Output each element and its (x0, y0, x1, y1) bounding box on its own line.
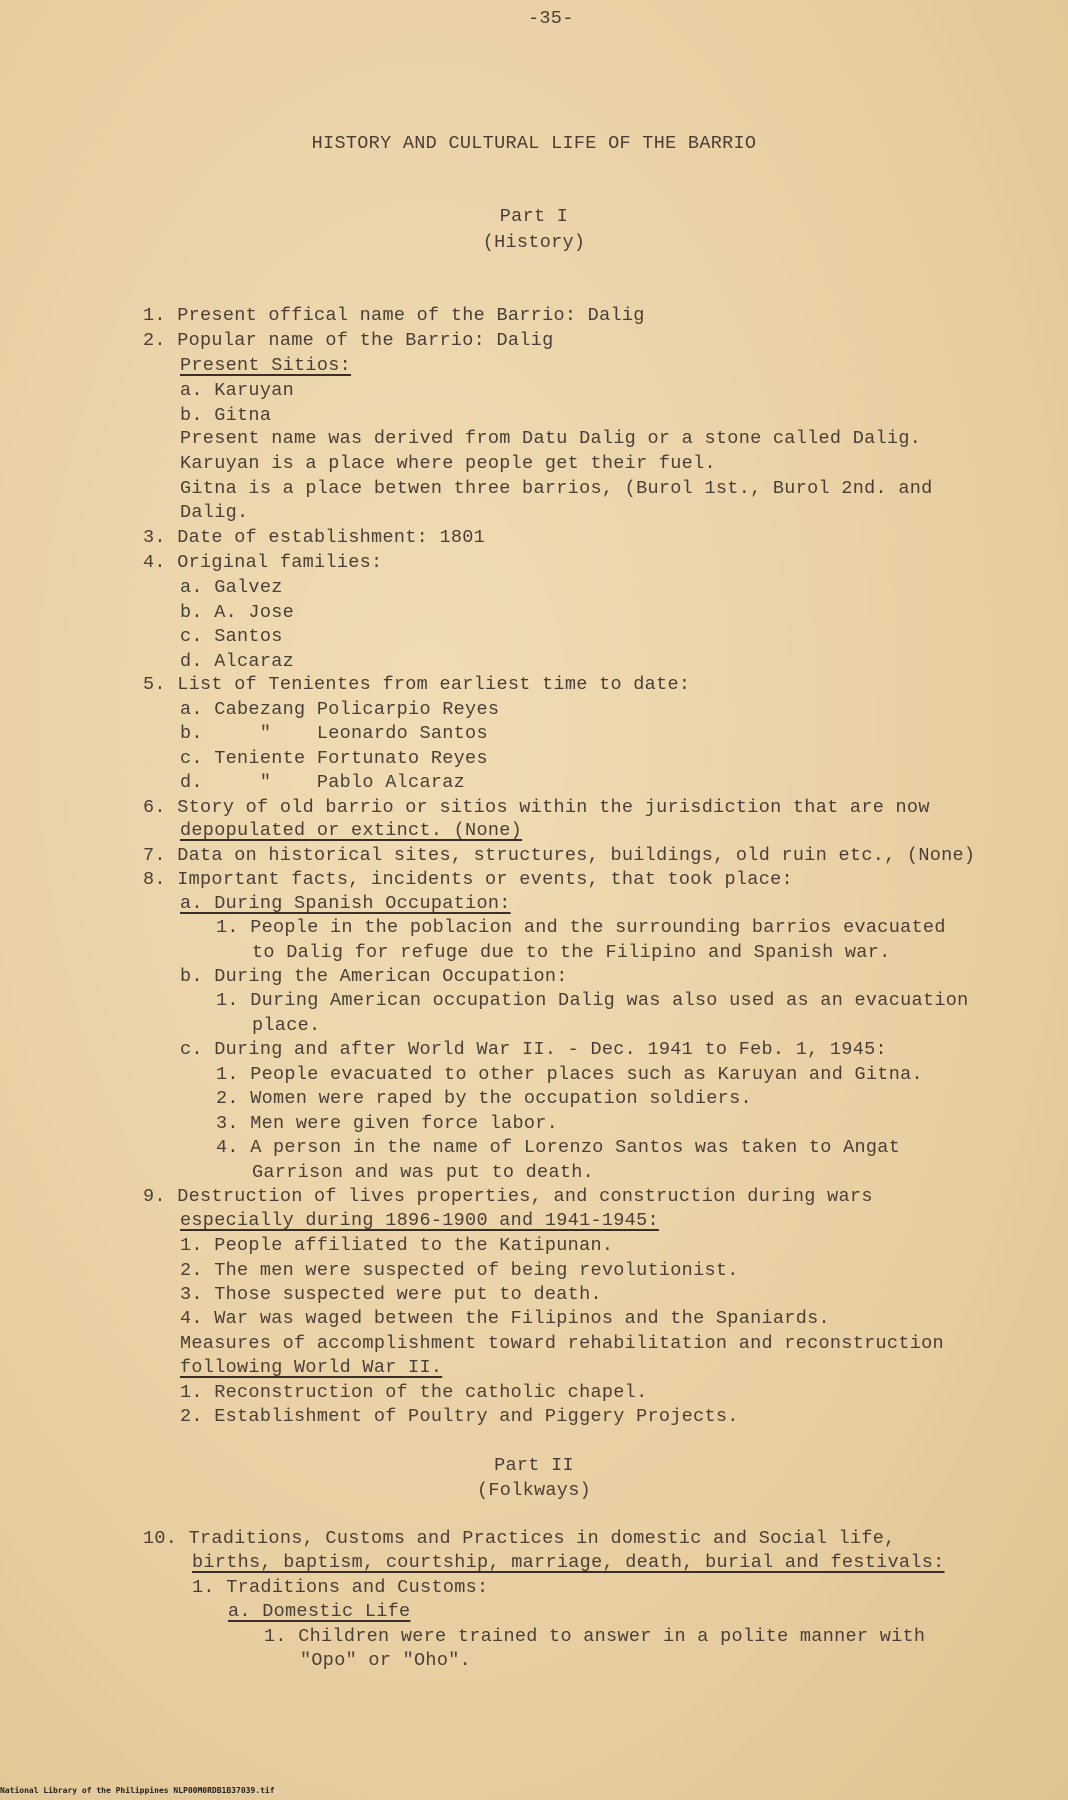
item-7-line: 7. Data on historical sites, structures, buildings, old ruin etc., (None) (143, 845, 976, 866)
teniente-b: b. " Leonardo Santos (180, 723, 488, 744)
item-10-line: 10. Traditions, Customs and Practices in domestic and Social life, (143, 1528, 896, 1549)
rehabilitation-heading: Measures of accomplishment toward rehabilitation and reconstruction (180, 1333, 944, 1354)
teniente-c: c. Teniente Fortunato Reyes (180, 748, 488, 769)
item-1-line: 1. Present offical name of the Barrio: Dalig (143, 305, 645, 326)
text-line: Dalig. (180, 502, 249, 523)
text-line: 1. People evacuated to other places such as Karuyan and Gitna. (216, 1064, 923, 1085)
rehabilitation-continued: following World War II. (180, 1357, 443, 1378)
text-line: 1. People in the poblacion and the surrounding barrios evacuated (216, 917, 946, 938)
sitio-a: a. Karuyan (180, 380, 295, 401)
american-occupation-heading: b. During the American Occupation: (180, 966, 568, 987)
text-line: 1. People affiliated to the Katipunan. (180, 1235, 614, 1256)
text-line: to Dalig for refuge due to the Filipino and Spanish war. (252, 942, 891, 963)
item-9-continued: especially during 1896-1900 and 1941-1945: (180, 1210, 659, 1231)
text-line: Gitna is a place betwen three barrios, (Burol 1st., Burol 2nd. and (180, 478, 933, 499)
part2-subheading: (Folkways) (476, 1480, 592, 1501)
text-line: 2. The men were suspected of being revolutionist. (180, 1260, 739, 1281)
text-line: 1. During American occupation Dalig was also used as an evacuation (216, 990, 969, 1011)
teniente-d: d. " Pablo Alcaraz (180, 772, 466, 793)
family-d: d. Alcaraz (180, 651, 295, 672)
text-line: Present name was derived from Datu Dalig or a stone called Dalig. (180, 428, 922, 449)
text-line: 1. Reconstruction of the catholic chapel. (180, 1382, 648, 1403)
item-2-line: 2. Popular name of the Barrio: Dalig (143, 330, 554, 351)
text-line: place. (252, 1015, 321, 1036)
text-line: 4. War was waged between the Filipinos and the Spaniards. (180, 1308, 830, 1329)
text-line: 2. Women were raped by the occupation soldiers. (216, 1088, 752, 1109)
family-b: b. A. Jose (180, 602, 295, 623)
document-title: HISTORY AND CULTURAL LIFE OF THE BARRIO (311, 133, 757, 154)
text-line: "Opo" or "Oho". (300, 1650, 472, 1671)
part1-subheading: (History) (482, 232, 586, 253)
item-6-line: 6. Story of old barrio or sitios within the jurisdiction that are now (143, 797, 930, 818)
sitio-b: b. Gitna (180, 405, 272, 426)
item-5-line: 5. List of Tenientes from earliest time to date: (143, 674, 691, 695)
part2-heading: Part II (494, 1455, 574, 1476)
item-6-continued: depopulated or extinct. (None) (180, 820, 523, 841)
domestic-life-heading: a. Domestic Life (228, 1601, 411, 1622)
sitios-heading: Present Sitios: (180, 355, 352, 376)
text-line: Garrison and was put to death. (252, 1162, 595, 1183)
text-line: 3. Those suspected were put to death. (180, 1284, 602, 1305)
family-c: c. Santos (180, 626, 283, 647)
item-10-continued: births, baptism, courtship, marriage, death, burial and festivals: (192, 1552, 945, 1573)
text-line: 1. Children were trained to answer in a polite manner with (264, 1626, 926, 1647)
teniente-a: a. Cabezang Policarpio Reyes (180, 699, 500, 720)
family-a: a. Galvez (180, 577, 283, 598)
item-8-line: 8. Important facts, incidents or events, that took place: (143, 869, 793, 890)
part1-heading: Part I (499, 206, 569, 227)
spanish-occupation-heading: a. During Spanish Occupation: (180, 893, 511, 914)
item-4-line: 4. Original families: (143, 552, 383, 573)
text-line: 3. Men were given force labor. (216, 1113, 559, 1134)
page-number: -35- (528, 8, 574, 29)
text-line: 2. Establishment of Poultry and Piggery Projects. (180, 1406, 739, 1427)
text-line: 4. A person in the name of Lorenzo Santos was taken to Angat (216, 1137, 901, 1158)
text-line: Karuyan is a place where people get their fuel. (180, 453, 716, 474)
traditions-heading: 1. Traditions and Customs: (192, 1577, 489, 1598)
item-3-line: 3. Date of establishment: 1801 (143, 527, 486, 548)
ww2-heading: c. During and after World War II. - Dec. 1941 to Feb. 1, 1945: (180, 1039, 887, 1060)
item-9-line: 9. Destruction of lives properties, and construction during wars (143, 1186, 873, 1207)
scan-footer: National Library of the Philippines NLP00M0RDB1B37039.tif (0, 1786, 275, 1795)
